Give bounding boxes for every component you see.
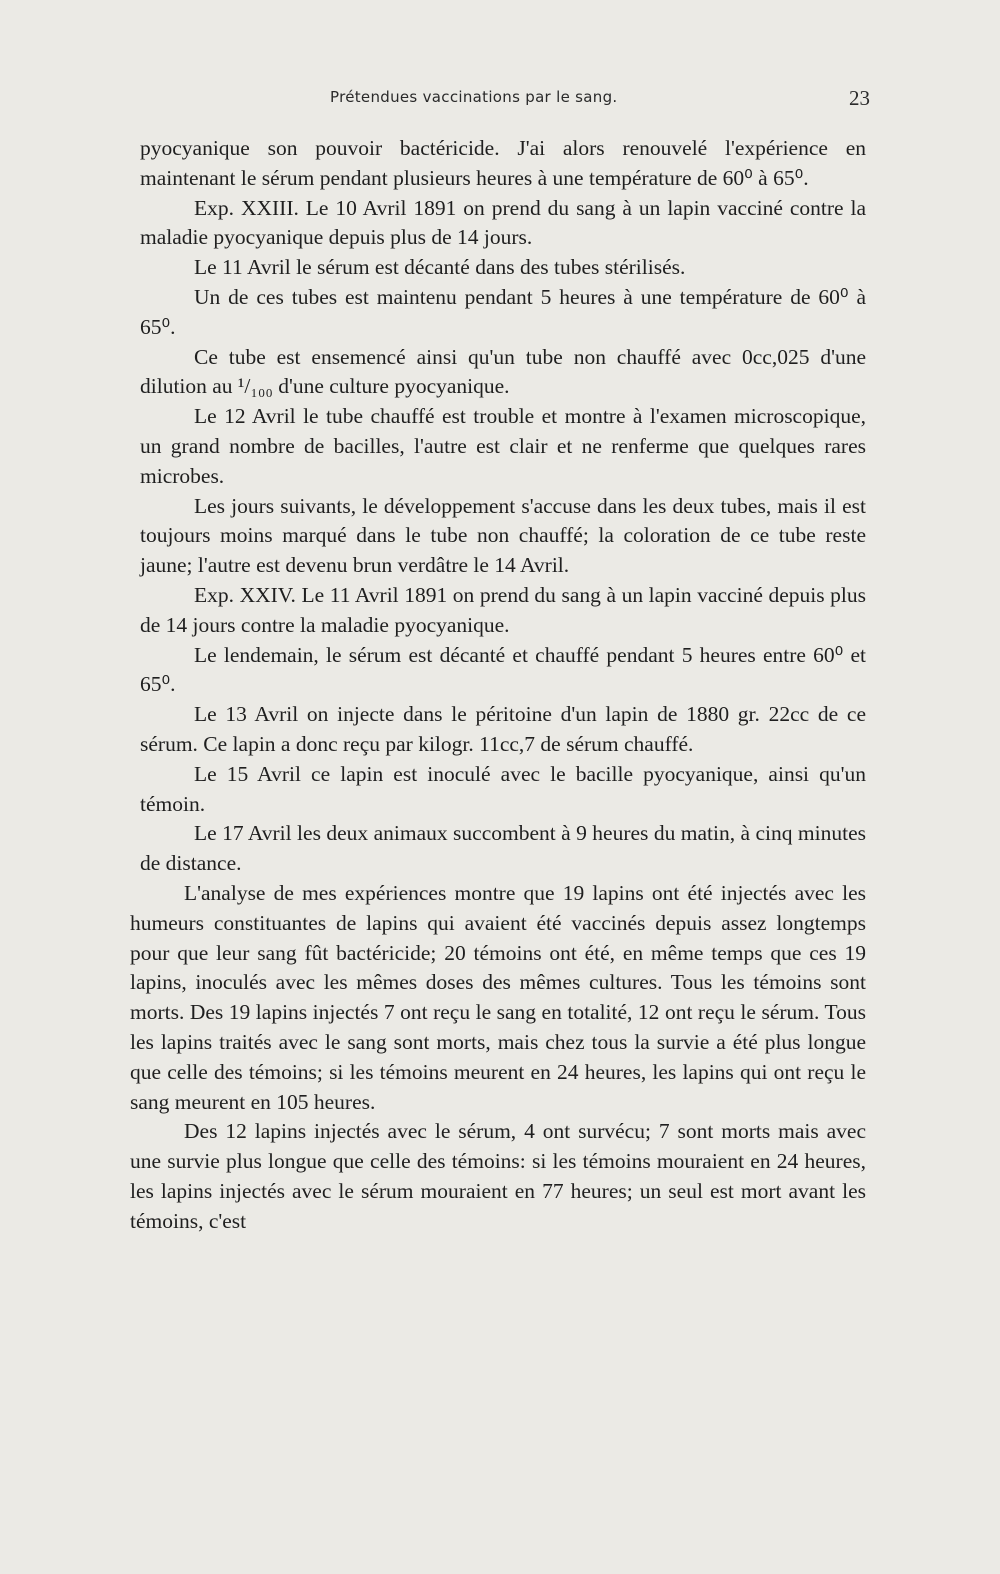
paragraph-12: Le 17 Avril les deux animaux succombent à 9 heures du matin, à cinq minutes de distance. — [140, 821, 866, 876]
paragraph-analysis: L'analyse de mes expériences montre que 19 lapins ont été injectés avec les humeurs constituantes de lapins qui avaient été vaccinés depuis assez longtemps pour que leur sang fût bactéricide; 20 témoins ont été, en même temps que ces 19 lapins, inoculés avec les mêmes doses des mêmes cultures. Tous les témoins sont morts. Des 19 lapins injectés 7 ont reçu le sang en totalité, 12 ont reçu le sérum. Tous les lapins traités avec le sang sont morts, mais chez tous la survie a été plus longue que celle des témoins; si les témoins meurent en 24 heures, les lapins qui ont reçu le sang meurent en 105 heures. — [130, 880, 866, 1114]
page-header — [130, 88, 870, 118]
paragraph-exp-xxiv: Exp. XXIV. Le 11 Avril 1891 on prend du sang à un lapin vacciné depuis plus de 14 jours contre la maladie pyocyanique. — [140, 582, 866, 637]
paragraph-1: pyocyanique son pouvoir bactéricide. J'ai alors renouvelé l'expérience en maintenant le sérum pendant plusieurs heures à une température de 60⁰ à 65⁰. — [140, 136, 866, 190]
paragraph-7: Les jours suivants, le développement s'accuse dans les deux tubes, mais il est toujours moins marqué dans le tube non chauffé; la coloration de ce tube reste jaune; l'autre est devenu brun verdâtre le 14 Avril. — [140, 493, 866, 578]
paragraph-4: Un de ces tubes est maintenu pendant 5 heures à une température de 60⁰ à 65⁰. — [140, 284, 866, 339]
page-number: 23 — [849, 86, 870, 110]
paragraph-exp-xxiii: Exp. XXIII. Le 10 Avril 1891 on prend du sang à un lapin vacciné contre la maladie pyocyanique depuis plus de 14 jours. — [140, 195, 866, 250]
paragraph-5: Ce tube est ensemencé ainsi qu'un tube non chauffé avec 0cc,025 d'une dilution au ¹/₁₀₀ d'une culture pyocyanique. — [140, 344, 866, 399]
paragraph-serum-results: Des 12 lapins injectés avec le sérum, 4 ont survécu; 7 sont morts mais avec une survie plus longue que celle des témoins: si les témoins mouraient en 24 heures, les lapins injectés avec le sérum mouraient en 77 heures; un seul est mort avant les témoins, c'est — [130, 1119, 866, 1233]
paragraph-11: Le 15 Avril ce lapin est inoculé avec le bacille pyocyanique, ainsi qu'un témoin. — [140, 761, 866, 816]
paragraph-9: Le lendemain, le sérum est décanté et chauffé pendant 5 heures entre 60⁰ et 65⁰. — [140, 642, 866, 697]
body-text — [130, 134, 866, 1236]
paragraph-3: Le 11 Avril le sérum est décanté dans des tubes stérilisés. — [194, 255, 686, 280]
paragraph-10: Le 13 Avril on injecte dans le péritoine d'un lapin de 1880 gr. 22cc de ce sérum. Ce lapin a donc reçu par kilogr. 11cc,7 de sérum chauffé. — [140, 702, 866, 756]
running-title: Prétendues vaccinations par le sang. — [330, 88, 618, 106]
paragraph-6: Le 12 Avril le tube chauffé est trouble et montre à l'examen microscopique, un grand nombre de bacilles, l'autre est clair et ne renferme que quelques rares microbes. — [140, 404, 866, 488]
